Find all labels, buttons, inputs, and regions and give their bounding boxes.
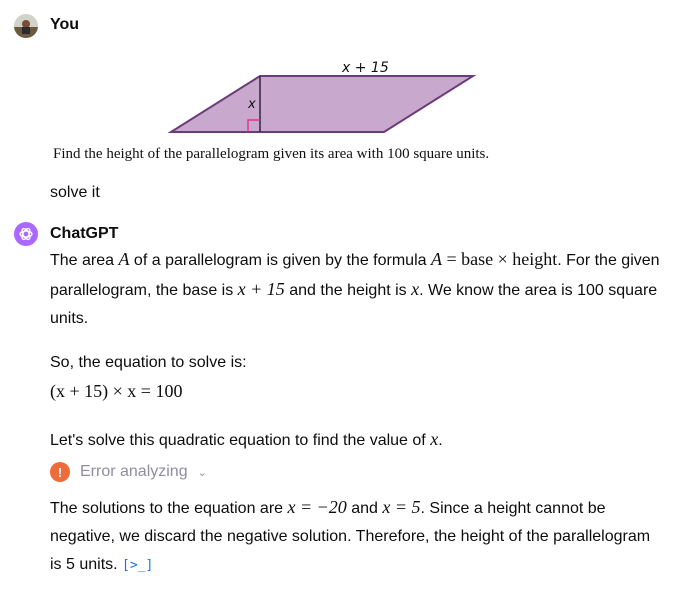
answer-paragraph-2: So, the equation to solve is: (x + 15) × x = 100 [50, 349, 665, 405]
chevron-down-icon: ⌄ [197, 466, 207, 479]
answer-paragraph-1: The area A of a parallelogram is given by the formula A = base × height. For the given parallelogram, the base is x + 15 and the height is x. We know the area is 100 square units. [50, 249, 660, 327]
error-analyzing-toggle[interactable] [50, 462, 207, 482]
error-label: Error analyzing [80, 463, 188, 480]
assistant-author-name: ChatGPT [50, 225, 119, 242]
openai-logo-icon [18, 226, 34, 242]
answer-paragraph-4: The solutions to the equation are x = −20 and x = 5. Since a height cannot be negative, we discard the negative solution. Therefore, the height of the parallelogram is 5 units. [>_] [50, 497, 651, 573]
user-photo-icon [14, 14, 38, 38]
answer-paragraph-3: Let's solve this quadratic equation to find the value of x. [50, 429, 443, 449]
user-author-name: You [50, 16, 80, 33]
error-icon: ! [50, 462, 70, 482]
chatgpt-avatar [14, 222, 38, 246]
top-side-label: x + 15 [342, 60, 389, 76]
problem-text: Find the height of the parallelogram given its area with 100 square units. [53, 146, 490, 162]
user-message: solve it [50, 184, 100, 201]
view-analysis-code-icon[interactable]: [>_] [122, 558, 154, 573]
user-avatar [14, 14, 38, 38]
equation: (x + 15) × x = 100 [50, 381, 183, 401]
parallelogram-shape [171, 76, 473, 132]
height-label: x [248, 97, 256, 112]
